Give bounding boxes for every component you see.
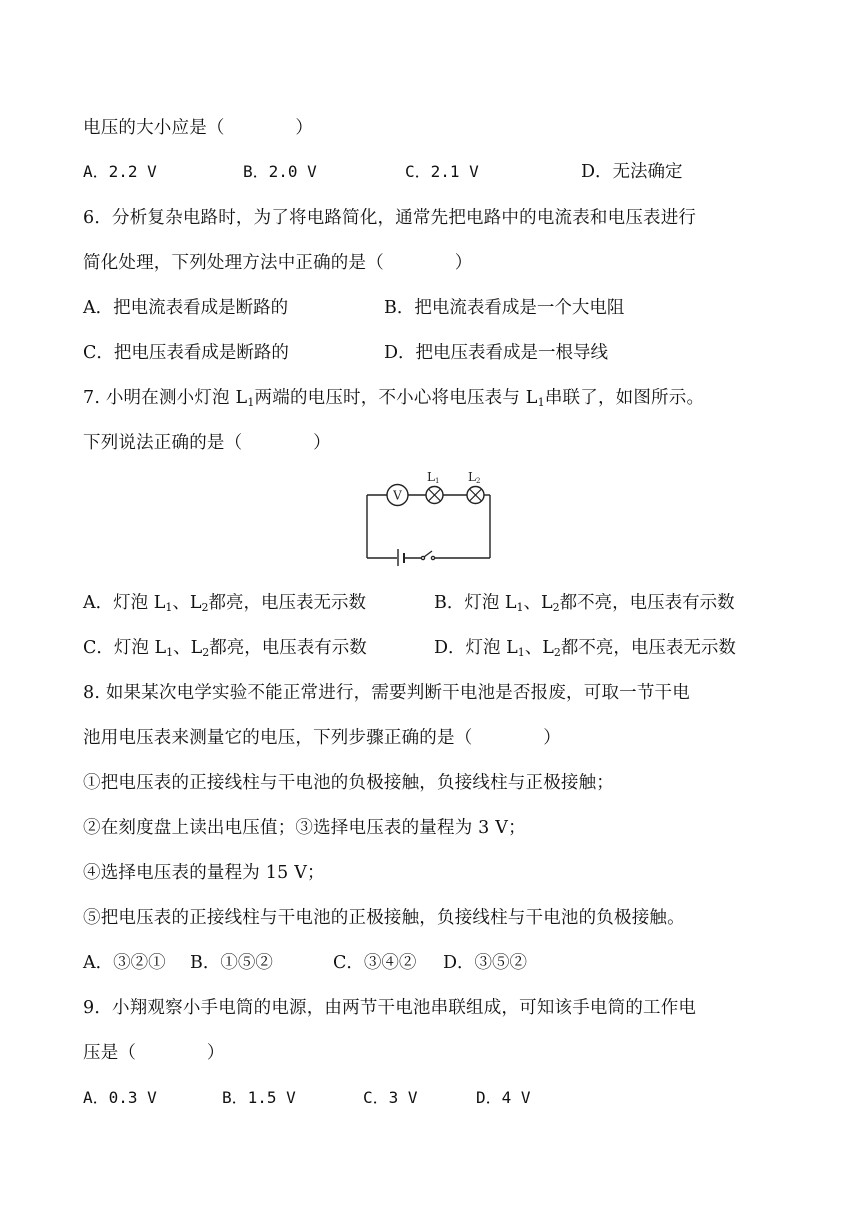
q8-stem-line1: 8. 如果某次电学实验不能正常进行，需要判断干电池是否报废，可取一节干电 bbox=[83, 683, 690, 703]
voltmeter-icon bbox=[387, 485, 408, 506]
lamp-l2-letter: L bbox=[468, 470, 476, 484]
q7-option-a-sub1: 1 bbox=[165, 601, 173, 614]
switch-icon bbox=[421, 551, 434, 560]
q7-option-d-sub2: 2 bbox=[553, 646, 561, 659]
q7-text-part3: 串联了，如图所示。 bbox=[544, 388, 705, 408]
q7-stem-line1 bbox=[83, 386, 704, 415]
lamp-l2-sub: 2 bbox=[475, 477, 481, 485]
q6-option-d[interactable]: D．把电压表看成是一根导线 bbox=[384, 343, 609, 363]
q6-stem-line2: 简化处理，下列处理方法中正确的是（ ） bbox=[83, 253, 473, 273]
q9-option-a[interactable]: A．0.3 V bbox=[83, 1088, 157, 1107]
q7-option-c-sub2: 2 bbox=[202, 646, 210, 659]
q8-option-a[interactable]: A．③②① bbox=[83, 953, 166, 973]
q9-option-c[interactable]: C．3 V bbox=[363, 1088, 418, 1107]
q7-option-b-part3: 都不亮，电压表有示数 bbox=[559, 593, 735, 613]
lamp-l1-icon bbox=[426, 487, 443, 504]
q7-text-part2: 两端的电压时，不小心将电压表与 L bbox=[254, 388, 538, 408]
q7-sub-1b: 1 bbox=[537, 396, 545, 409]
q9-option-d[interactable]: D．4 V bbox=[476, 1088, 531, 1107]
q8-step-2-3: ②在刻度盘上读出电压值；③选择电压表的量程为 3 V； bbox=[83, 818, 526, 838]
q7-option-d-part2: 、L bbox=[524, 638, 554, 658]
q7-option-c[interactable] bbox=[83, 636, 367, 665]
q7-option-b[interactable] bbox=[434, 591, 735, 620]
q8-option-d[interactable]: D．③⑤② bbox=[443, 953, 528, 973]
q7-option-a-part3: 都亮，电压表无示数 bbox=[208, 593, 366, 613]
q7-text-part1: 7. 小明在测小灯泡 L bbox=[83, 388, 248, 408]
q7-option-d-sub1: 1 bbox=[517, 646, 525, 659]
q7-stem-line2: 下列说法正确的是（ ） bbox=[83, 433, 331, 453]
q7-option-a-sub2: 2 bbox=[201, 601, 209, 614]
q8-step-1: ①把电压表的正接线柱与干电池的负极接触，负接线柱与正极接触； bbox=[83, 773, 614, 793]
q5-option-a[interactable]: A．2.2 V bbox=[83, 162, 157, 181]
q9-stem-line1: 9．小翔观察小手电筒的电源，由两节干电池串联组成，可知该手电筒的工作电 bbox=[83, 998, 697, 1018]
q7-option-d-part3: 都不亮，电压表无示数 bbox=[560, 638, 736, 658]
voltmeter-label: V bbox=[393, 488, 402, 503]
q7-option-a-part2: 、L bbox=[172, 593, 202, 613]
q8-option-c[interactable]: C．③④② bbox=[333, 953, 417, 973]
q7-option-a[interactable] bbox=[83, 591, 366, 620]
q5-option-b[interactable]: B．2.0 V bbox=[243, 162, 317, 181]
circuit-wires bbox=[367, 495, 490, 558]
lamp-l1-sub: 1 bbox=[434, 477, 440, 485]
q7-sub-1a: 1 bbox=[247, 396, 255, 409]
q7-option-b-part1: B．灯泡 L bbox=[434, 593, 517, 613]
q7-option-b-sub2: 2 bbox=[552, 601, 560, 614]
q7-option-d-part1: D．灯泡 L bbox=[434, 638, 518, 658]
q8-option-b[interactable]: B．①⑤② bbox=[190, 953, 273, 973]
q8-step-4: ④选择电压表的量程为 15 V； bbox=[83, 863, 325, 883]
q7-option-b-part2: 、L bbox=[523, 593, 553, 613]
q6-option-a[interactable]: A．把电流表看成是断路的 bbox=[83, 298, 289, 318]
q5-option-d[interactable]: D．无法确定 bbox=[581, 162, 683, 182]
q7-option-a-part1: A．灯泡 L bbox=[83, 593, 166, 613]
q6-option-c[interactable]: C．把电压表看成是断路的 bbox=[83, 343, 289, 363]
lamp-l2-label bbox=[468, 470, 480, 485]
q7-option-b-sub1: 1 bbox=[516, 601, 524, 614]
q8-stem-line2: 池用电压表来测量它的电压，下列步骤正确的是（ ） bbox=[83, 728, 561, 748]
q7-option-c-part3: 都亮，电压表有示数 bbox=[209, 638, 367, 658]
battery-icon bbox=[398, 549, 404, 566]
q7-option-d[interactable] bbox=[434, 636, 736, 665]
circuit-diagram bbox=[360, 468, 500, 566]
q5-stem: 电压的大小应是（ ） bbox=[83, 118, 314, 138]
q9-stem-line2: 压是（ ） bbox=[83, 1043, 225, 1063]
q7-option-c-sub1: 1 bbox=[166, 646, 174, 659]
q9-option-b[interactable]: B．1.5 V bbox=[222, 1088, 296, 1107]
lamp-l1-label bbox=[427, 470, 439, 485]
lamp-l1-letter: L bbox=[427, 470, 435, 484]
q8-step-5: ⑤把电压表的正接线柱与干电池的正极接触，负接线柱与干电池的负极接触。 bbox=[83, 908, 685, 928]
lamp-l2-icon bbox=[467, 487, 484, 504]
q6-option-b[interactable]: B．把电流表看成是一个大电阻 bbox=[384, 298, 625, 318]
q5-option-c[interactable]: C．2.1 V bbox=[405, 162, 479, 181]
q7-option-c-part1: C．灯泡 L bbox=[83, 638, 167, 658]
q6-stem-line1: 6．分析复杂电路时，为了将电路简化，通常先把电路中的电流表和电压表进行 bbox=[83, 208, 697, 228]
q7-option-c-part2: 、L bbox=[173, 638, 203, 658]
